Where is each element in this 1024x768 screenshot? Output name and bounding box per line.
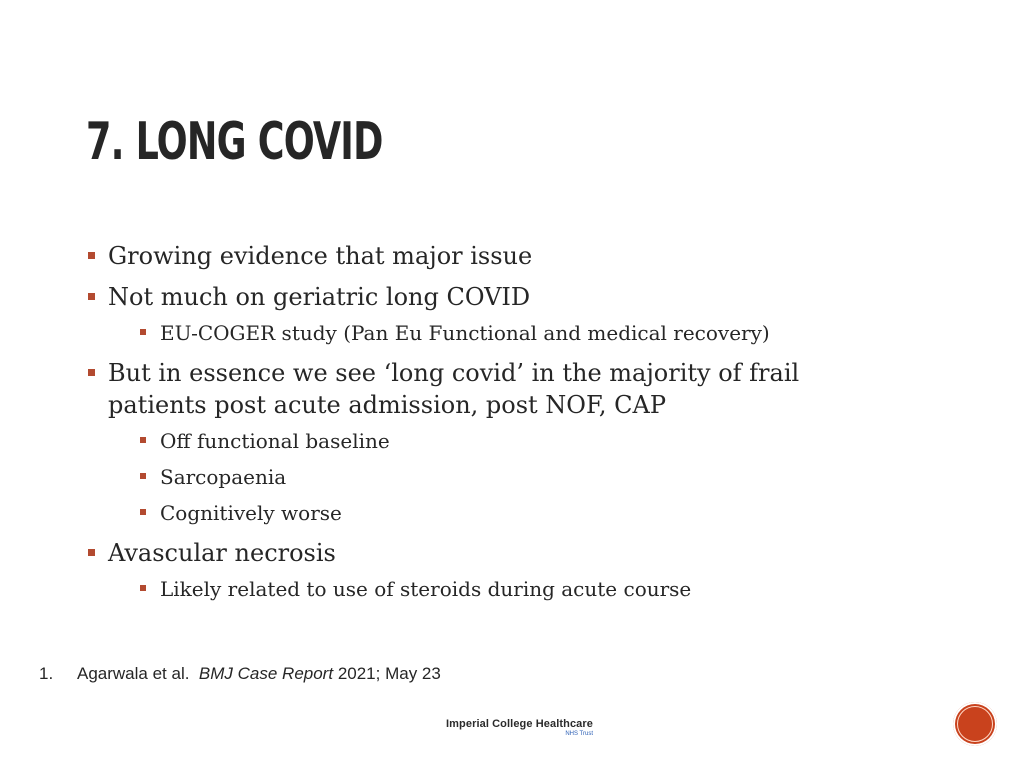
bullet-text: But in essence we see ‘long covid’ in the majority of frail patients post acute admission, post NOF, CAP	[108, 359, 800, 419]
sub-bullet-marker-icon	[140, 437, 146, 443]
imperial-logo	[446, 718, 593, 737]
page-number-circle-icon	[953, 702, 997, 746]
bullet-item	[86, 240, 876, 272]
sub-bullet-text: EU-COGER study (Pan Eu Functional and medical recovery)	[160, 321, 770, 345]
bullet-item	[86, 281, 876, 351]
slide-title: 7. LONG COVID	[86, 112, 383, 172]
sub-bullet-marker-icon	[140, 509, 146, 515]
sub-bullet-marker-icon	[140, 473, 146, 479]
bullet-marker-icon	[88, 293, 95, 300]
sub-bullet-item	[108, 571, 876, 607]
footnote-details: 2021; May 23	[337, 664, 441, 683]
logo-line1: Imperial College Healthcare	[446, 718, 593, 730]
sub-bullet-item	[108, 459, 876, 495]
bullet-marker-icon	[88, 369, 95, 376]
bullet-item	[86, 537, 876, 607]
reference-footnote	[39, 664, 441, 684]
sub-bullet-list	[108, 571, 876, 607]
page-number-ring	[957, 706, 993, 742]
sub-bullet-item	[108, 315, 876, 351]
footnote-number: 1.	[39, 664, 54, 683]
sub-bullet-text: Sarcopaenia	[160, 465, 287, 489]
bullet-list	[86, 240, 876, 613]
bullet-text: Avascular necrosis	[108, 539, 336, 567]
sub-bullet-item	[108, 495, 876, 531]
sub-bullet-marker-icon	[140, 585, 146, 591]
sub-bullet-text: Likely related to use of steroids during acute course	[160, 577, 692, 601]
bullet-marker-icon	[88, 549, 95, 556]
sub-bullet-marker-icon	[140, 329, 146, 335]
bullet-item	[86, 357, 876, 531]
sub-bullet-text: Cognitively worse	[160, 501, 342, 525]
bullet-marker-icon	[88, 252, 95, 259]
logo-line2: NHS Trust	[565, 731, 593, 737]
sub-bullet-list	[108, 315, 876, 351]
bullet-text: Growing evidence that major issue	[108, 242, 533, 270]
footnote-authors: Agarwala et al.	[77, 664, 190, 683]
sub-bullet-text: Off functional baseline	[160, 429, 390, 453]
sub-bullet-list	[108, 423, 876, 531]
sub-bullet-item	[108, 423, 876, 459]
bullet-text: Not much on geriatric long COVID	[108, 283, 531, 311]
footnote-journal: BMJ Case Report	[198, 664, 334, 683]
